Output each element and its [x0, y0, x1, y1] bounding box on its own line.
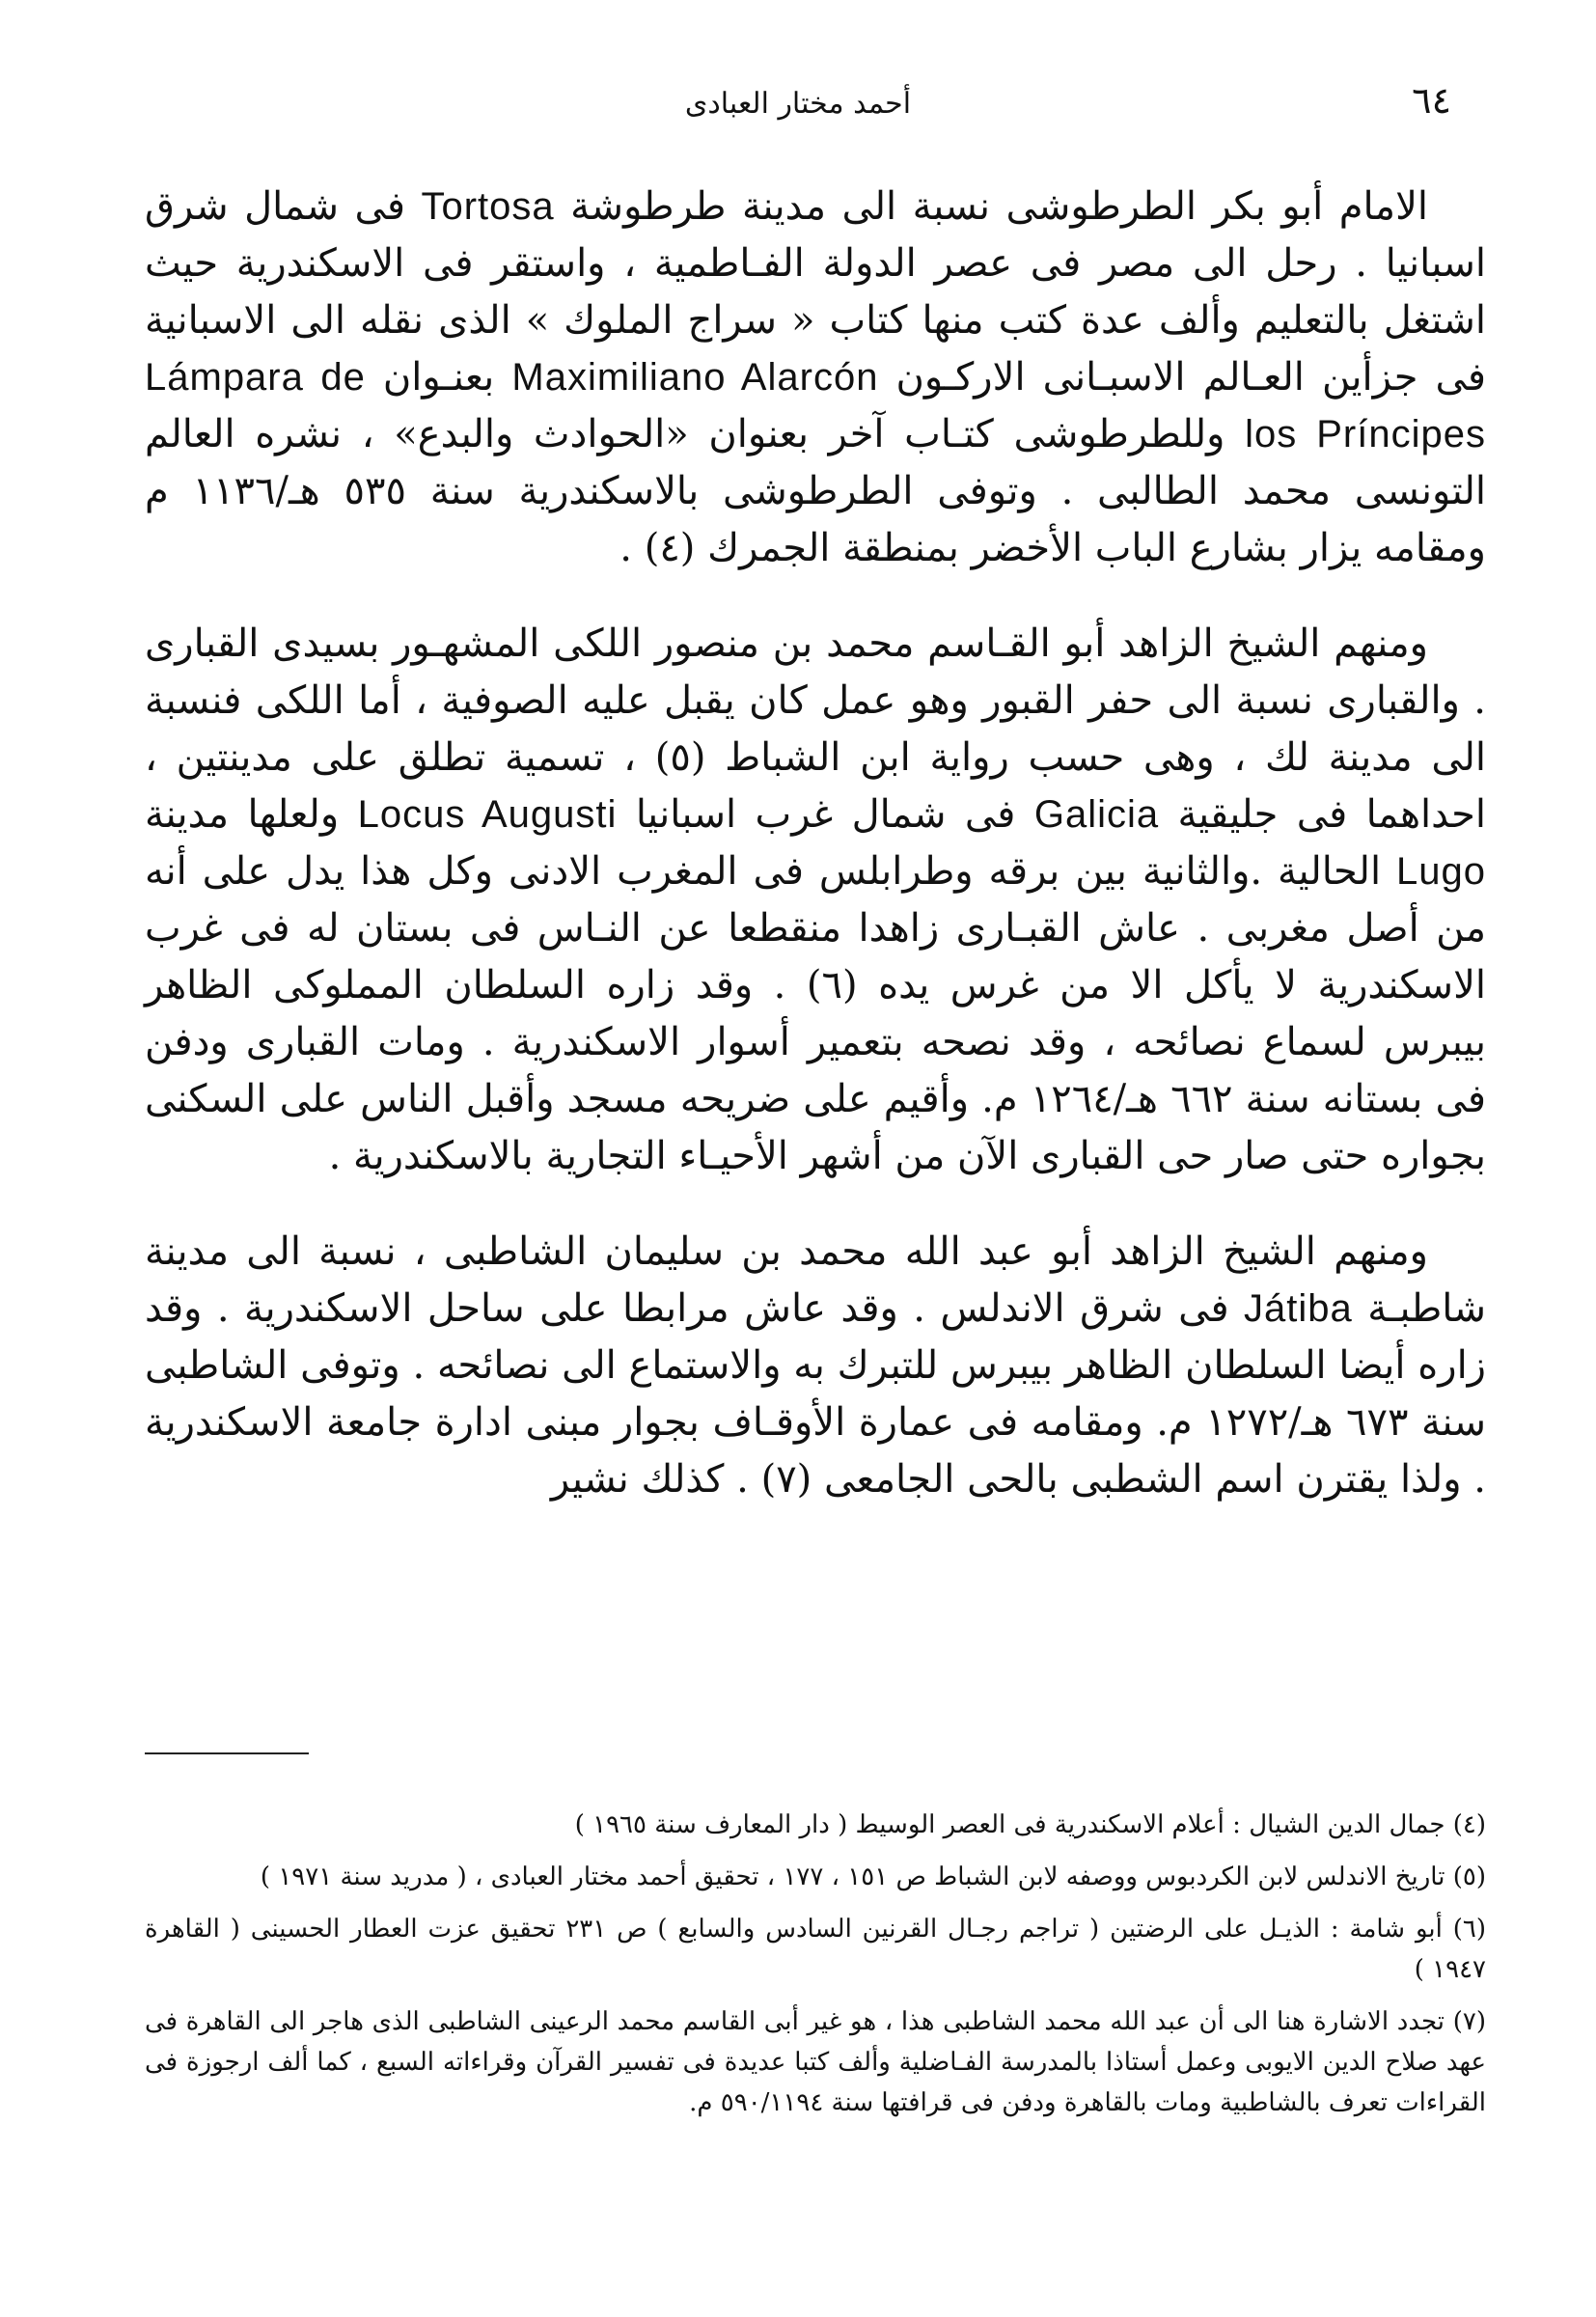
running-head	[145, 79, 1451, 137]
body-text	[145, 179, 1486, 1547]
latin-term: Locus Augusti	[357, 793, 618, 836]
latin-term: Tortosa	[421, 185, 555, 228]
header-author: أحمد مختار العبادى	[684, 87, 912, 121]
latin-term: Maximiliano Alarcón	[511, 356, 879, 399]
paragraph-qabbari: ومنهم الشيخ الزاهد أبو القـاسم محمد بن منصور اللكى المشهـور بسيدى القبارى . والقبارى نسبة الى حفر القبور وهو عمل كان يقبل عليه الصوفية ، أما اللكى فنسبة الى مدينة لك ، وهى حسب رواية ابن الشباط (٥) ، تسمية تطلق على مدينتين ، احداهما فى جليقية Galicia فى شمال غرب اسبانيا Locus Augusti ولعلها مدينة Lugo الحالية .والثانية بين برقه وطرابلس فى المغرب الادنى وكل هذا يدل على أنه من أصل مغربى . عاش القبـارى زاهدا منقطعا عن النـاس فى بستان له فى غرب الاسكندرية لا يأكل الا من غرس يده (٦) . وقد زاره السلطان المملوكى الظاهر بيبرس لسماع نصائحه ، وقد نصحه بتعمير أسوار الاسكندرية . ومات القبارى ودفن فى بستانه سنة ٦٦٢ هـ/١٢٦٤ م. وأقيم على ضريحه مسجد وأقبل الناس على السكنى بجواره حتى صار حى القبارى الآن من أشهر الأحيـاء التجارية بالاسكندرية .	[145, 621, 1487, 1178]
page-number: ٦٤	[1412, 79, 1451, 122]
latin-term: Lámpara de los Príncipes	[145, 356, 1486, 455]
footnote: (٥) تاريخ الاندلس لابن الكردبوس ووصفه لابن الشباط ص ١٥١ ، ١٧٧ ، تحقيق أحمد مختار العبادى ، ( مدريد سنة ١٩٧١ )	[260, 1862, 1486, 1891]
paragraph-shatibi: ومنهم الشيخ الزاهد أبو عبد الله محمد بن سليمان الشاطبى ، نسبة الى مدينة شاطبـة Játiba فى شرق الاندلس . وقد عاش مرابطا على ساحل الاسكندرية . وقد زاره أيضا السلطان الظاهر بيبرس للتبرك به والاستماع الى نصائحه . وتوفى الشاطبى سنة ٦٧٣ هـ/١٢٧٢ م. ومقامه فى عمارة الأوقـاف بجوار مبنى ادارة جامعة الاسكندرية . ولذا يقترن اسم الشطبى بالحى الجامعى (٧) . كذلك نشير	[145, 1229, 1486, 1502]
footnote: (٤) جمال الدين الشيال : أعلام الاسكندرية فى العصر الوسيط ( دار المعارف سنة ١٩٦٥ )	[574, 1810, 1486, 1839]
paragraph-tartushi: الامام أبو بكر الطرطوشى نسبة الى مدينة طرطوشة Tortosa فى شمال شرق اسبانيا . رحل الى مصر فى عصر الدولة الفـاطمية ، واستقر فى الاسكندرية حيث اشتغل بالتعليم وألف عدة كتب منها كتاب « سراج الملوك » الذى نقله الى الاسبانية فى جزأين العـالم الاسبـانى الاركـون Maximiliano Alarcón بعنـوان Lámpara de los Príncipes وللطرطوشى كتـاب آخر بعنوان «الحوادث والبدع» ، نشره العالم التونسى محمد الطالبى . وتوفى الطرطوشى بالاسكندرية سنة ٥٣٥ هـ/١١٣٦ م ومقامه يزار بشارع الباب الأخضر بمنطقة الجمرك (٤) .	[145, 184, 1487, 570]
latin-term: Játiba	[1244, 1287, 1353, 1330]
latin-term: Lugo	[1396, 850, 1486, 893]
footnote-divider	[145, 1752, 309, 1754]
footnote: (٧) تجدد الاشارة هنا الى أن عبد الله محمد الشاطبى هذا ، هو غير أبى القاسم محمد الرعينى الشاطبى الذى هاجر الى القاهرة فى عهد صلاح الدين الايوبى وعمل أستاذا بالمدرسة الفـاضلية وألف كتبا عديدة فى تفسير القرآن وقراءاته السبع ، كما ألف ارجوزة فى القراءات تعرف بالشاطبية ومات بالقاهرة ودفن فى قرافتها سنة ٥٩٠/١١٩٤ م.	[145, 2007, 1486, 2117]
footnotes	[145, 1805, 1486, 2135]
latin-term: Galicia	[1033, 793, 1160, 836]
footnote: (٦) أبو شامة : الذيـل على الرضتين ( تراجم رجـال القرنين السادس والسابع ) ص ٢٣١ تحقيق عزت العطار الحسينى ( القاهرة ١٩٤٧ )	[145, 1915, 1486, 1984]
